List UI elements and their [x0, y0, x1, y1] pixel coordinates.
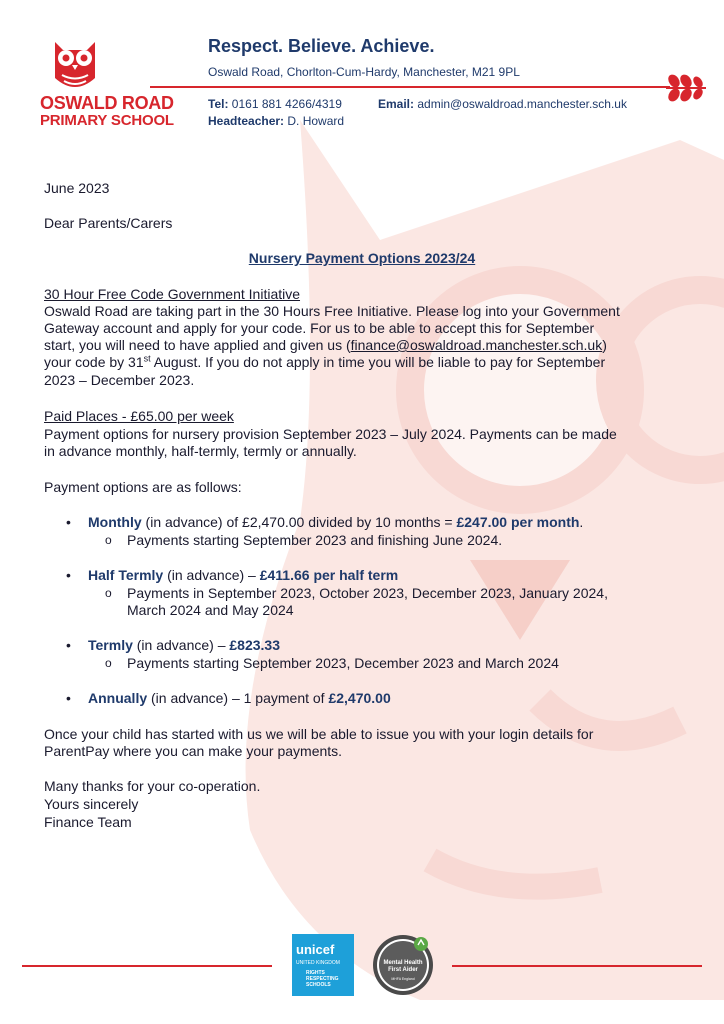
section1-line4-start: your code by 31 — [44, 354, 144, 370]
section1-line3 — [44, 337, 664, 354]
options-intro: Payment options are as follows: — [44, 479, 242, 495]
ordinal-suffix: st — [143, 353, 151, 364]
signoff-line: Yours sincerely — [44, 796, 139, 812]
option-annually-label: Annually — [88, 690, 148, 706]
section2-line1: Payment options for nursery provision September 2023 – July 2024. Payments can be made — [44, 426, 617, 442]
school-name — [40, 95, 190, 129]
footer-divider-left — [22, 965, 272, 967]
leaf-branch-icon — [664, 72, 708, 104]
option-termly — [66, 637, 280, 654]
footer-divider-right — [452, 965, 702, 967]
tel-line — [208, 97, 342, 111]
section2-line2: in advance monthly, half-termly, termly or annually. — [44, 443, 357, 459]
letter-date: June 2023 — [44, 180, 110, 196]
bullet-icon: • — [66, 567, 71, 583]
tel-label: Tel: — [208, 97, 229, 111]
mhfa-line1: Mental Health — [383, 960, 423, 966]
option-half-termly-detail-line1: Payments in September 2023, October 2023, December 2023, January 2024, — [127, 585, 608, 601]
headteacher-line — [208, 114, 344, 128]
option-annually-desc: (in advance) – 1 payment of — [147, 690, 329, 706]
option-termly-desc: (in advance) – — [132, 637, 230, 653]
thanks-line: Many thanks for your co-operation. — [44, 778, 261, 794]
option-half-termly-detail — [105, 585, 647, 602]
email-line — [378, 97, 627, 111]
school-name-line1: OSWALD ROAD — [40, 93, 174, 113]
option-monthly — [66, 514, 584, 531]
tel-value: 0161 881 4266/4319 — [231, 97, 342, 111]
option-monthly-amount: £247.00 per month — [456, 514, 580, 530]
option-monthly-detail — [105, 532, 647, 549]
headteacher-value: D. Howard — [287, 114, 345, 128]
section1-line4-end: August. If you do not apply in time you will be liable to pay for September — [150, 354, 606, 370]
mhfa-line3: MHFA England — [391, 977, 415, 981]
section1-line3-start: start, you will need to have applied and given us ( — [44, 337, 351, 353]
unicef-rights-respecting-badge — [292, 934, 354, 996]
sub-bullet-icon: o — [105, 586, 112, 600]
school-name-line2: PRIMARY SCHOOL — [40, 112, 174, 129]
closing-line2: ParentPay where you can make your payments. — [44, 743, 343, 759]
owl-logo-icon — [50, 38, 100, 94]
option-annually-amount: £2,470.00 — [328, 690, 391, 706]
option-monthly-label: Monthly — [88, 514, 142, 530]
option-half-termly-desc: (in advance) – — [163, 567, 260, 583]
option-termly-detail-text: Payments starting September 2023, December 2023 and March 2024 — [127, 655, 559, 671]
section1-line3-end: ) — [602, 337, 607, 353]
section1-line5: 2023 – December 2023. — [44, 372, 195, 388]
option-termly-amount: £823.33 — [229, 637, 280, 653]
section1-line2: Gateway account and apply for your code. For us to be able to accept this for September — [44, 320, 595, 336]
bullet-icon: • — [66, 690, 71, 706]
unicef-country: UNITED KINGDOM — [296, 960, 340, 966]
signature-line: Finance Team — [44, 814, 132, 830]
letter-salutation: Dear Parents/Carers — [44, 215, 173, 231]
section1-line4 — [44, 354, 664, 371]
option-termly-label: Termly — [88, 637, 133, 653]
school-motto: Respect. Believe. Achieve. — [208, 36, 435, 56]
header-divider — [150, 86, 670, 88]
letter-title: Nursery Payment Options 2023/24 — [248, 250, 476, 266]
mental-health-first-aider-badge — [372, 934, 434, 996]
finance-email-link[interactable]: finance@oswaldroad.manchester.sch.uk — [350, 337, 603, 353]
option-half-termly-detail-line2: March 2024 and May 2024 — [127, 602, 294, 618]
option-half-termly-label: Half Termly — [88, 567, 164, 583]
bullet-icon: • — [66, 514, 71, 530]
closing-line1: Once your child has started with us we will be able to issue you with your login details for — [44, 726, 594, 742]
mhfa-line2: First Aider — [388, 967, 418, 973]
option-monthly-detail-text: Payments starting September 2023 and finishing June 2024. — [127, 532, 503, 548]
headteacher-label: Headteacher: — [208, 114, 285, 128]
option-annually — [66, 690, 391, 707]
section1-heading: 30 Hour Free Code Government Initiative — [44, 286, 301, 302]
option-termly-detail — [105, 655, 647, 672]
email-label: Email: — [378, 97, 415, 111]
bullet-icon: • — [66, 637, 71, 653]
section1-line1: Oswald Road are taking part in the 30 Hours Free Initiative. Please log into your Government — [44, 303, 620, 319]
school-address: Oswald Road, Chorlton-Cum-Hardy, Manchester, M21 9PL — [208, 65, 520, 79]
unicef-rrs: RIGHTS RESPECTING SCHOOLS — [306, 970, 339, 988]
option-monthly-desc: (in advance) of £2,470.00 divided by 10 months = — [141, 514, 457, 530]
option-half-termly-amount: £411.66 per half term — [259, 567, 399, 583]
option-monthly-end: . — [579, 514, 584, 530]
unicef-name: unicef — [296, 942, 335, 957]
sub-bullet-icon: o — [105, 533, 112, 547]
section2-heading: Paid Places - £65.00 per week — [44, 408, 234, 424]
option-half-termly — [66, 567, 399, 584]
sub-bullet-icon: o — [105, 656, 112, 670]
email-value[interactable]: admin@oswaldroad.manchester.sch.uk — [417, 97, 627, 111]
